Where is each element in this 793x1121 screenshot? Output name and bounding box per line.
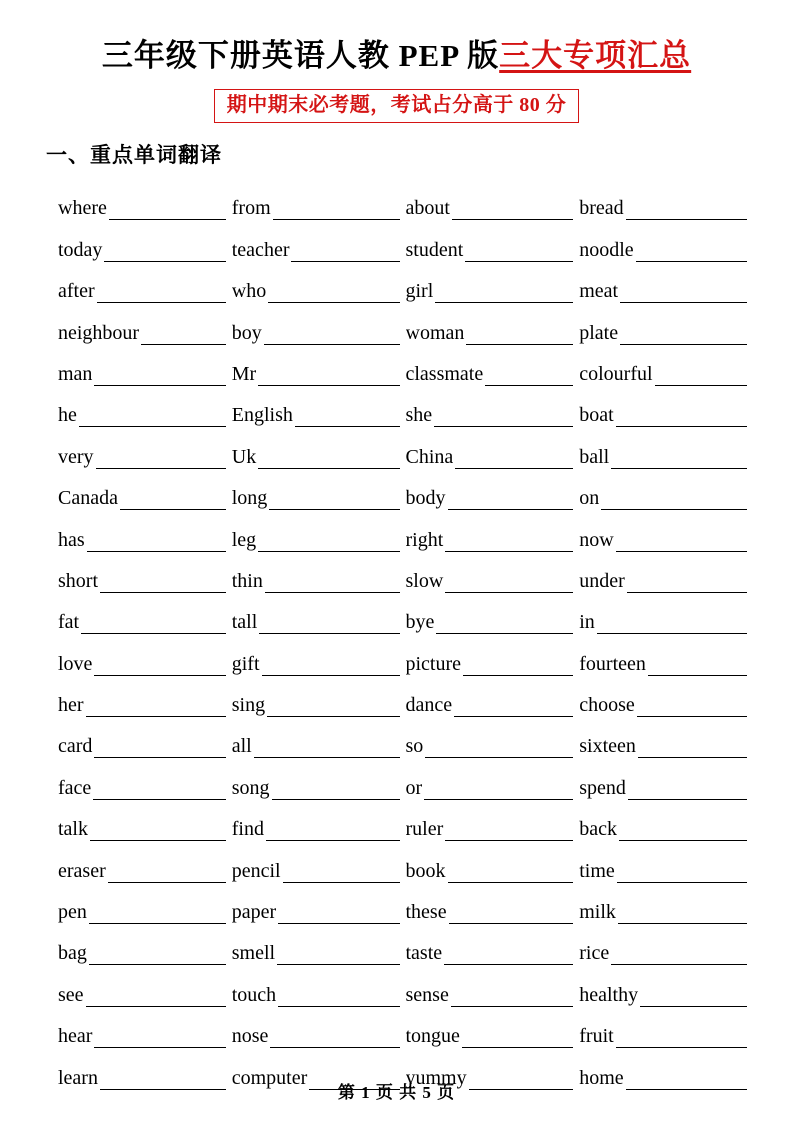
answer-blank[interactable]	[89, 948, 226, 965]
word-label: she	[405, 404, 433, 427]
word-label: time	[579, 859, 615, 882]
word-label: student	[405, 238, 464, 261]
word-entry	[579, 427, 747, 468]
word-label: boy	[231, 321, 262, 344]
word-entry	[232, 179, 400, 220]
word-label: song	[231, 776, 270, 799]
word-label: tongue	[405, 1025, 460, 1048]
word-label: spend	[579, 776, 626, 799]
word-entry	[232, 758, 400, 799]
word-entry	[58, 552, 226, 593]
word-label: dance	[405, 694, 453, 717]
word-label: bread	[579, 197, 624, 220]
answer-blank[interactable]	[451, 990, 573, 1007]
word-label: pencil	[231, 859, 281, 882]
word-entry	[232, 262, 400, 303]
answer-blank[interactable]	[597, 617, 747, 634]
word-entry	[58, 262, 226, 303]
word-label: thin	[231, 569, 263, 592]
word-label: boat	[579, 404, 614, 427]
answer-blank[interactable]	[434, 410, 573, 427]
answer-blank[interactable]	[87, 535, 226, 552]
word-entry	[232, 800, 400, 841]
answer-blank[interactable]	[97, 286, 226, 303]
answer-blank[interactable]	[627, 576, 747, 593]
word-label: pen	[58, 901, 87, 924]
word-entry	[579, 303, 747, 344]
word-entry	[406, 965, 574, 1006]
word-entry	[406, 469, 574, 510]
answer-blank[interactable]	[270, 1031, 399, 1048]
word-entry	[406, 345, 574, 386]
word-entry	[58, 510, 226, 551]
word-label: from	[231, 197, 271, 220]
word-entry	[232, 345, 400, 386]
answer-blank[interactable]	[94, 741, 225, 758]
word-label: very	[58, 445, 94, 468]
word-label: under	[579, 569, 625, 592]
word-label: milk	[579, 901, 616, 924]
word-entry	[232, 593, 400, 634]
word-entry	[232, 634, 400, 675]
word-label: gift	[231, 652, 260, 675]
answer-blank[interactable]	[81, 617, 226, 634]
answer-blank[interactable]	[619, 824, 747, 841]
answer-blank[interactable]	[466, 328, 573, 345]
answer-blank[interactable]	[445, 535, 573, 552]
answer-blank[interactable]	[258, 452, 399, 469]
word-label: sixteen	[579, 735, 636, 758]
page-title-highlight: 三大专项汇总	[499, 38, 692, 73]
word-label: fat	[58, 611, 80, 634]
answer-blank[interactable]	[448, 866, 574, 883]
word-label: paper	[231, 901, 277, 924]
answer-blank[interactable]	[94, 369, 225, 386]
answer-blank[interactable]	[295, 410, 400, 427]
word-entry	[579, 800, 747, 841]
word-label: face	[58, 776, 92, 799]
word-label: Uk	[231, 445, 257, 468]
word-entry	[579, 1007, 747, 1048]
answer-blank[interactable]	[120, 493, 226, 510]
answer-blank[interactable]	[79, 410, 226, 427]
word-entry	[58, 1007, 226, 1048]
answer-blank[interactable]	[444, 948, 573, 965]
word-label: Canada	[58, 487, 118, 510]
answer-blank[interactable]	[454, 700, 573, 717]
word-label: smell	[231, 942, 276, 965]
word-entry	[232, 552, 400, 593]
word-entry	[406, 303, 574, 344]
word-label: eraser	[58, 859, 106, 882]
answer-blank[interactable]	[626, 203, 747, 220]
word-label: short	[58, 569, 98, 592]
word-entry	[58, 220, 226, 261]
word-entry	[406, 717, 574, 758]
word-label: back	[579, 818, 618, 841]
word-entry	[406, 758, 574, 799]
word-entry	[579, 469, 747, 510]
word-label: today	[58, 238, 103, 261]
word-entry	[406, 800, 574, 841]
answer-blank[interactable]	[90, 824, 226, 841]
word-entry	[406, 262, 574, 303]
word-entry	[406, 552, 574, 593]
word-entry	[232, 220, 400, 261]
word-entry	[579, 717, 747, 758]
word-label: all	[231, 735, 252, 758]
word-entry	[579, 386, 747, 427]
word-label: colourful	[579, 362, 653, 385]
word-label: taste	[405, 942, 443, 965]
word-entry	[58, 345, 226, 386]
answer-blank[interactable]	[94, 659, 225, 676]
answer-blank[interactable]	[86, 990, 226, 1007]
answer-blank[interactable]	[277, 948, 399, 965]
word-label: computer	[231, 1066, 308, 1089]
word-label: after	[58, 280, 95, 303]
subtitle-container	[40, 89, 753, 123]
answer-blank[interactable]	[616, 410, 747, 427]
word-label: fruit	[579, 1025, 614, 1048]
word-label: where	[58, 197, 107, 220]
word-label: teacher	[231, 238, 290, 261]
answer-blank[interactable]	[268, 286, 399, 303]
word-label: girl	[405, 280, 434, 303]
word-label: right	[405, 528, 444, 551]
subtitle-badge: 期中期末必考题，考试占分高于 80 分	[214, 89, 580, 123]
word-entry	[406, 634, 574, 675]
answer-blank[interactable]	[628, 783, 747, 800]
word-label: English	[231, 404, 293, 427]
word-entry	[58, 676, 226, 717]
word-label: these	[405, 901, 447, 924]
section-heading-word-translation: 一、重点单词翻译	[46, 143, 222, 167]
word-entry	[58, 965, 226, 1006]
answer-blank[interactable]	[291, 245, 399, 262]
word-entry	[58, 427, 226, 468]
word-label: or	[405, 776, 423, 799]
word-entry	[406, 510, 574, 551]
word-entry	[579, 634, 747, 675]
page-footer: 第 1 页 共 5 页	[337, 1083, 456, 1102]
word-entry	[58, 179, 226, 220]
word-entry	[58, 469, 226, 510]
answer-blank[interactable]	[89, 907, 226, 924]
word-entry	[58, 303, 226, 344]
word-label: sense	[405, 983, 449, 1006]
answer-blank[interactable]	[617, 866, 747, 883]
word-entry	[232, 427, 400, 468]
word-label: China	[405, 445, 454, 468]
answer-blank[interactable]	[94, 1031, 225, 1048]
word-entry	[232, 965, 400, 1006]
word-entry	[406, 1007, 574, 1048]
word-label: he	[58, 404, 77, 427]
word-label: who	[231, 280, 267, 303]
word-label: find	[231, 818, 264, 841]
answer-blank[interactable]	[435, 286, 573, 303]
word-entry	[58, 634, 226, 675]
answer-blank[interactable]	[266, 824, 400, 841]
answer-blank[interactable]	[638, 741, 747, 758]
answer-blank[interactable]	[258, 535, 399, 552]
word-entry	[232, 303, 400, 344]
answer-blank[interactable]	[485, 369, 573, 386]
word-entry	[232, 883, 400, 924]
answer-blank[interactable]	[655, 369, 747, 386]
word-entry	[579, 345, 747, 386]
word-label: card	[58, 735, 93, 758]
word-label: sing	[231, 694, 266, 717]
word-label: plate	[579, 321, 619, 344]
word-entry	[579, 924, 747, 965]
word-entry	[579, 510, 747, 551]
word-entry	[406, 924, 574, 965]
answer-blank[interactable]	[108, 866, 226, 883]
word-entry	[406, 593, 574, 634]
word-label: bye	[405, 611, 435, 634]
answer-blank[interactable]	[452, 203, 573, 220]
word-entry	[58, 924, 226, 965]
word-label: neighbour	[58, 321, 140, 344]
word-entry	[406, 841, 574, 882]
word-label: in	[579, 611, 595, 634]
answer-blank[interactable]	[86, 700, 226, 717]
answer-blank[interactable]	[278, 907, 399, 924]
answer-blank[interactable]	[141, 328, 226, 345]
answer-blank[interactable]	[424, 783, 573, 800]
word-label: love	[58, 652, 93, 675]
word-label: body	[405, 487, 446, 510]
answer-blank[interactable]	[611, 948, 747, 965]
word-entry	[232, 676, 400, 717]
word-label: rice	[579, 942, 610, 965]
word-label: so	[405, 735, 424, 758]
word-entry	[579, 593, 747, 634]
answer-blank[interactable]	[262, 659, 400, 676]
word-label: tall	[231, 611, 258, 634]
word-label: noodle	[579, 238, 634, 261]
word-label: talk	[58, 818, 88, 841]
word-label: ball	[579, 445, 610, 468]
word-entry	[232, 1007, 400, 1048]
word-entry	[232, 924, 400, 965]
word-label: bag	[58, 942, 87, 965]
word-entry	[579, 676, 747, 717]
word-entry	[406, 883, 574, 924]
word-label: long	[231, 487, 268, 510]
answer-blank[interactable]	[465, 245, 573, 262]
word-label: man	[58, 362, 93, 385]
word-label: meat	[579, 280, 619, 303]
word-label: book	[405, 859, 446, 882]
word-label: picture	[405, 652, 462, 675]
answer-blank[interactable]	[449, 907, 574, 924]
word-entry	[579, 179, 747, 220]
word-label: now	[579, 528, 614, 551]
answer-blank[interactable]	[109, 203, 226, 220]
word-label: fourteen	[579, 652, 646, 675]
word-label: choose	[579, 694, 635, 717]
answer-blank[interactable]	[104, 245, 225, 262]
answer-blank[interactable]	[264, 328, 400, 345]
word-entry	[579, 220, 747, 261]
word-entry	[232, 386, 400, 427]
word-entry	[579, 883, 747, 924]
answer-blank[interactable]	[283, 866, 400, 883]
word-entry	[406, 676, 574, 717]
page-title	[40, 30, 753, 75]
answer-blank[interactable]	[436, 617, 573, 634]
word-label: hear	[58, 1025, 93, 1048]
word-entry	[58, 593, 226, 634]
answer-blank[interactable]	[463, 659, 573, 676]
word-label: healthy	[579, 983, 639, 1006]
answer-blank[interactable]	[93, 783, 225, 800]
answer-blank[interactable]	[637, 700, 747, 717]
answer-blank[interactable]	[272, 783, 400, 800]
answer-blank[interactable]	[455, 452, 573, 469]
word-label: woman	[405, 321, 465, 344]
word-label: on	[579, 487, 600, 510]
word-label: Mr	[231, 362, 257, 385]
word-label: classmate	[405, 362, 484, 385]
answer-blank[interactable]	[620, 328, 747, 345]
word-entry	[406, 386, 574, 427]
word-entry	[406, 220, 574, 261]
answer-blank[interactable]	[616, 1031, 747, 1048]
answer-blank[interactable]	[259, 617, 399, 634]
word-entry	[58, 800, 226, 841]
answer-blank[interactable]	[462, 1031, 573, 1048]
word-entry	[579, 758, 747, 799]
word-label: nose	[231, 1025, 269, 1048]
word-list-grid	[58, 179, 747, 1090]
word-entry	[579, 262, 747, 303]
word-label: yummy	[405, 1066, 467, 1089]
page-title-main: 三年级下册英语人教 PEP 版	[101, 38, 500, 73]
answer-blank[interactable]	[425, 741, 573, 758]
word-label: see	[58, 983, 84, 1006]
word-entry	[58, 758, 226, 799]
word-entry	[232, 510, 400, 551]
answer-blank[interactable]	[448, 493, 574, 510]
word-entry	[232, 841, 400, 882]
word-label: her	[58, 694, 84, 717]
word-entry	[406, 427, 574, 468]
word-entry	[579, 841, 747, 882]
word-label: ruler	[405, 818, 444, 841]
answer-blank[interactable]	[254, 741, 400, 758]
word-label: home	[579, 1066, 624, 1089]
word-label: learn	[58, 1066, 98, 1089]
answer-blank[interactable]	[273, 203, 400, 220]
word-entry	[58, 386, 226, 427]
answer-blank[interactable]	[636, 245, 747, 262]
word-entry	[232, 469, 400, 510]
word-entry	[579, 965, 747, 1006]
answer-blank[interactable]	[100, 576, 226, 593]
word-label: has	[58, 528, 85, 551]
word-label: about	[405, 197, 450, 220]
word-entry	[58, 883, 226, 924]
answer-blank[interactable]	[278, 990, 399, 1007]
answer-blank[interactable]	[618, 907, 747, 924]
answer-blank[interactable]	[445, 824, 573, 841]
answer-blank[interactable]	[445, 576, 573, 593]
word-label: leg	[231, 528, 257, 551]
word-entry	[58, 841, 226, 882]
answer-blank[interactable]	[258, 369, 399, 386]
word-label: touch	[231, 983, 277, 1006]
word-entry	[58, 717, 226, 758]
answer-blank[interactable]	[616, 535, 747, 552]
answer-blank[interactable]	[96, 452, 226, 469]
answer-blank[interactable]	[269, 493, 399, 510]
word-entry	[579, 552, 747, 593]
answer-blank[interactable]	[611, 452, 747, 469]
word-entry	[406, 179, 574, 220]
answer-blank[interactable]	[640, 990, 747, 1007]
word-entry	[232, 717, 400, 758]
answer-blank[interactable]	[601, 493, 747, 510]
answer-blank[interactable]	[267, 700, 399, 717]
answer-blank[interactable]	[620, 286, 747, 303]
answer-blank[interactable]	[648, 659, 747, 676]
word-label: slow	[405, 569, 444, 592]
answer-blank[interactable]	[265, 576, 400, 593]
